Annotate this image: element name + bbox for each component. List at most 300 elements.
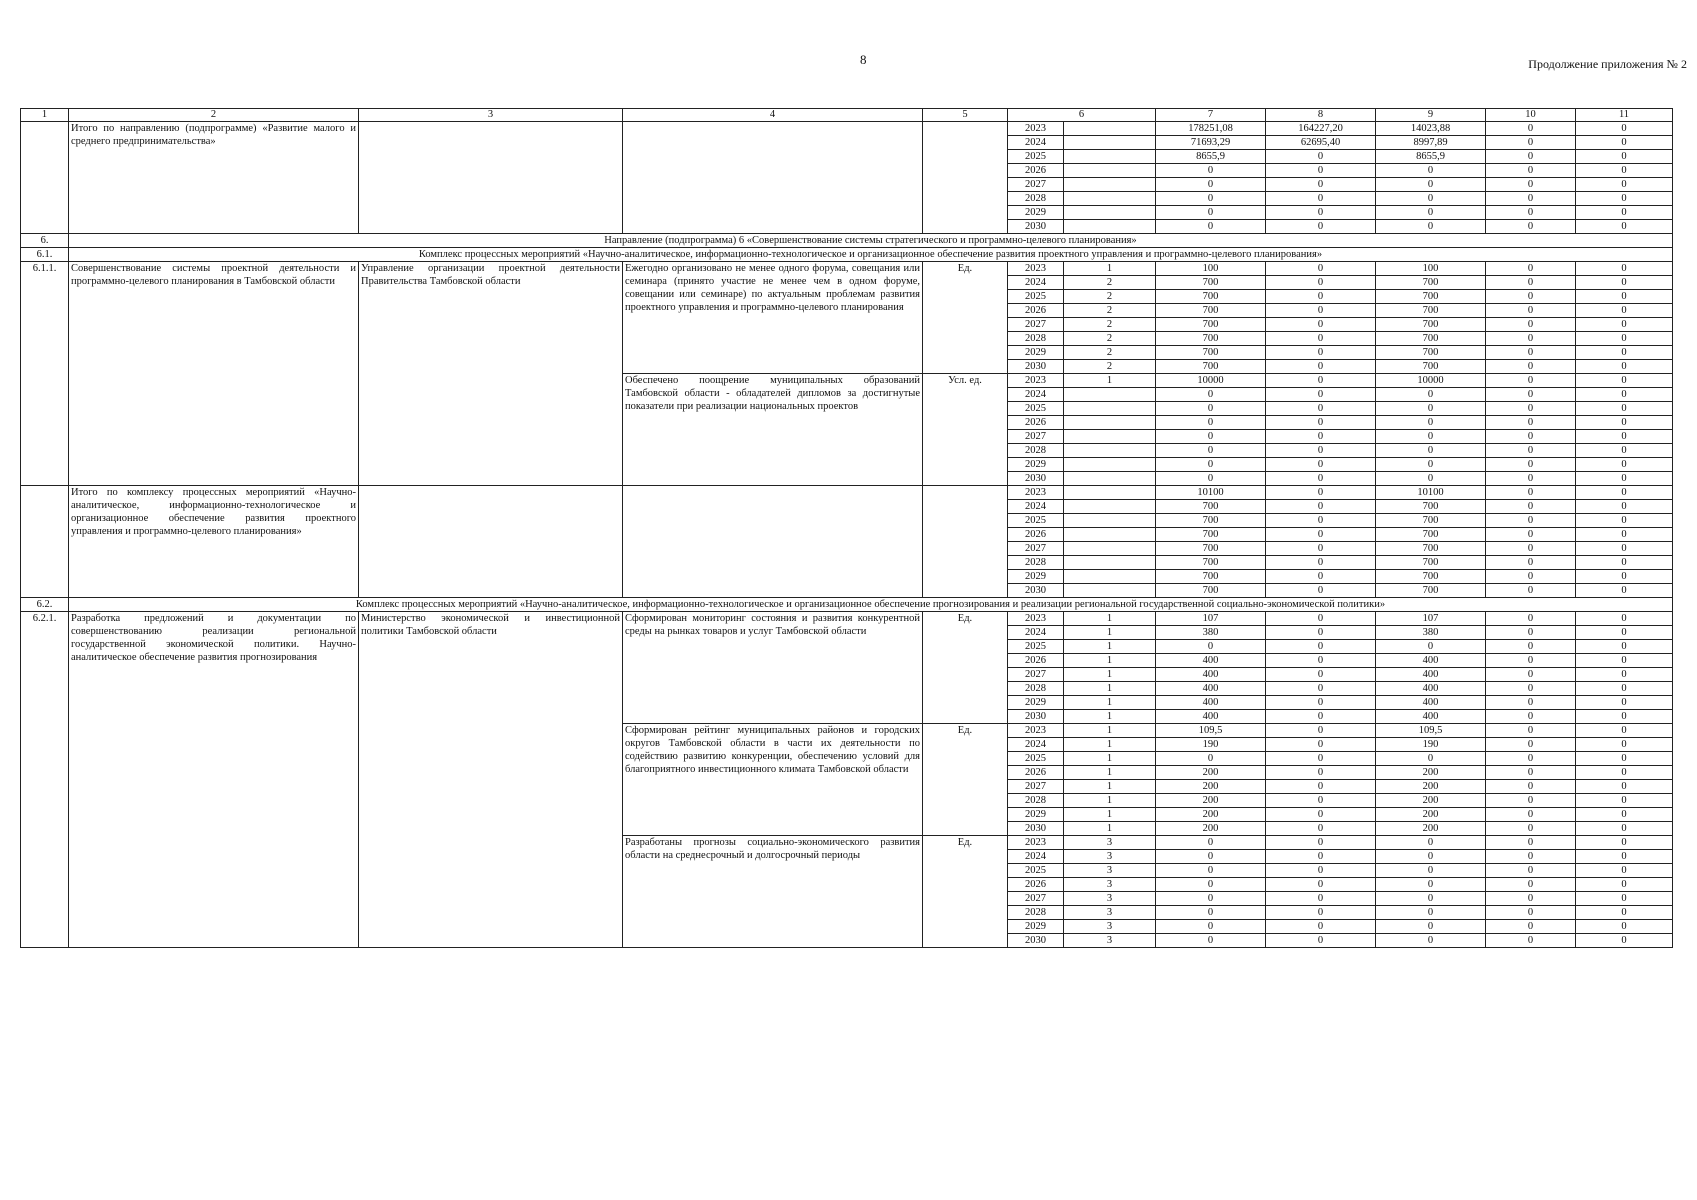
federal-funding: 0 (1266, 780, 1376, 794)
federal-funding: 0 (1266, 332, 1376, 346)
federal-funding: 0 (1266, 262, 1376, 276)
regional-funding: 0 (1376, 192, 1486, 206)
col-header-11: 11 (1576, 109, 1673, 122)
local-funding: 0 (1486, 500, 1576, 514)
local-funding: 0 (1486, 780, 1576, 794)
col-header-6: 6 (1008, 109, 1156, 122)
indicator-value: 2 (1064, 346, 1156, 360)
federal-funding: 0 (1266, 388, 1376, 402)
indicator-value: 1 (1064, 780, 1156, 794)
local-funding: 0 (1486, 570, 1576, 584)
local-funding: 0 (1486, 794, 1576, 808)
year: 2023 (1008, 262, 1064, 276)
other-funding: 0 (1576, 892, 1673, 906)
federal-funding: 0 (1266, 458, 1376, 472)
regional-funding: 0 (1376, 178, 1486, 192)
total-funding: 10000 (1156, 374, 1266, 388)
indicator-value: 2 (1064, 276, 1156, 290)
section-title: Комплекс процессных мероприятий «Научно-аналитическое, информационно-технологическое и организационное обеспечение прогнозирования и реализации региональной государственной социально-экономической политики» (69, 598, 1673, 612)
local-funding: 0 (1486, 192, 1576, 206)
federal-funding: 0 (1266, 822, 1376, 836)
local-funding: 0 (1486, 556, 1576, 570)
federal-funding: 0 (1266, 514, 1376, 528)
regional-funding: 400 (1376, 696, 1486, 710)
local-funding: 0 (1486, 850, 1576, 864)
item-executor: Управление организации проектной деятельности Правительства Тамбовской области (359, 262, 623, 486)
local-funding: 0 (1486, 584, 1576, 598)
federal-funding: 0 (1266, 668, 1376, 682)
federal-funding: 0 (1266, 696, 1376, 710)
year: 2030 (1008, 710, 1064, 724)
total-funding: 0 (1156, 892, 1266, 906)
regional-funding: 380 (1376, 626, 1486, 640)
indicator-value: 2 (1064, 290, 1156, 304)
other-funding: 0 (1576, 178, 1673, 192)
indicator-value: 1 (1064, 794, 1156, 808)
local-funding: 0 (1486, 906, 1576, 920)
other-funding: 0 (1576, 458, 1673, 472)
local-funding: 0 (1486, 304, 1576, 318)
regional-funding: 100 (1376, 262, 1486, 276)
other-funding: 0 (1576, 612, 1673, 626)
regional-funding: 700 (1376, 556, 1486, 570)
regional-funding: 0 (1376, 850, 1486, 864)
regional-funding: 400 (1376, 682, 1486, 696)
regional-funding: 400 (1376, 654, 1486, 668)
local-funding: 0 (1486, 374, 1576, 388)
total-funding: 0 (1156, 206, 1266, 220)
local-funding: 0 (1486, 514, 1576, 528)
indicator-value (1064, 556, 1156, 570)
table-row (21, 262, 1673, 276)
federal-funding: 0 (1266, 724, 1376, 738)
year: 2028 (1008, 444, 1064, 458)
local-funding: 0 (1486, 808, 1576, 822)
indicator-value (1064, 136, 1156, 150)
program-table (20, 108, 1673, 948)
total-funding: 700 (1156, 332, 1266, 346)
regional-funding: 400 (1376, 710, 1486, 724)
other-funding: 0 (1576, 220, 1673, 234)
other-funding: 0 (1576, 668, 1673, 682)
local-funding: 0 (1486, 822, 1576, 836)
local-funding: 0 (1486, 346, 1576, 360)
regional-funding: 8997,89 (1376, 136, 1486, 150)
regional-funding: 400 (1376, 668, 1486, 682)
item-executor (359, 122, 623, 234)
year: 2024 (1008, 388, 1064, 402)
regional-funding: 200 (1376, 766, 1486, 780)
indicator-value: 1 (1064, 374, 1156, 388)
year: 2028 (1008, 192, 1064, 206)
regional-funding: 10100 (1376, 486, 1486, 500)
other-funding: 0 (1576, 710, 1673, 724)
regional-funding: 700 (1376, 514, 1486, 528)
total-funding: 0 (1156, 416, 1266, 430)
total-funding: 200 (1156, 780, 1266, 794)
year: 2026 (1008, 766, 1064, 780)
other-funding: 0 (1576, 444, 1673, 458)
regional-funding: 200 (1376, 808, 1486, 822)
other-funding: 0 (1576, 150, 1673, 164)
table-body (21, 122, 1673, 948)
indicator-value (1064, 444, 1156, 458)
col-header-8: 8 (1266, 109, 1376, 122)
regional-funding: 0 (1376, 878, 1486, 892)
other-funding: 0 (1576, 640, 1673, 654)
total-funding: 700 (1156, 304, 1266, 318)
col-header-10: 10 (1486, 109, 1576, 122)
total-funding: 0 (1156, 164, 1266, 178)
total-funding: 0 (1156, 220, 1266, 234)
other-funding: 0 (1576, 906, 1673, 920)
total-funding: 400 (1156, 668, 1266, 682)
total-funding: 10100 (1156, 486, 1266, 500)
federal-funding: 0 (1266, 402, 1376, 416)
other-funding: 0 (1576, 696, 1673, 710)
item-number: 6.1.1. (21, 262, 69, 486)
year: 2028 (1008, 556, 1064, 570)
other-funding: 0 (1576, 780, 1673, 794)
total-funding: 8655,9 (1156, 150, 1266, 164)
total-funding: 700 (1156, 528, 1266, 542)
year: 2027 (1008, 780, 1064, 794)
indicator-value (1064, 122, 1156, 136)
local-funding: 0 (1486, 836, 1576, 850)
total-funding: 178251,08 (1156, 122, 1266, 136)
local-funding: 0 (1486, 766, 1576, 780)
result-description: Ежегодно организовано не менее одного форума, совещания или семинара (принято участие не менее чем в одном форуме, совещании или семинаре) по актуальным проблемам развития проектного управления и программно-целевого планирования (623, 262, 923, 374)
indicator-value (1064, 192, 1156, 206)
regional-funding: 0 (1376, 164, 1486, 178)
regional-funding: 700 (1376, 360, 1486, 374)
unit-of-measure: Ед. (923, 612, 1008, 724)
federal-funding: 0 (1266, 808, 1376, 822)
indicator-value: 2 (1064, 318, 1156, 332)
year: 2030 (1008, 822, 1064, 836)
federal-funding: 0 (1266, 192, 1376, 206)
total-funding: 109,5 (1156, 724, 1266, 738)
local-funding: 0 (1486, 612, 1576, 626)
federal-funding: 0 (1266, 360, 1376, 374)
total-funding: 400 (1156, 654, 1266, 668)
other-funding: 0 (1576, 500, 1673, 514)
total-funding: 700 (1156, 514, 1266, 528)
total-funding: 200 (1156, 766, 1266, 780)
page-number: 8 (860, 52, 867, 67)
year: 2024 (1008, 738, 1064, 752)
regional-funding: 0 (1376, 458, 1486, 472)
result-description: Обеспечено поощрение муниципальных образований Тамбовской области - обладателей дипломов за достигнутые показатели при реализации национальных проектов (623, 374, 923, 486)
federal-funding: 0 (1266, 444, 1376, 458)
year: 2023 (1008, 486, 1064, 500)
unit-of-measure: Ед. (923, 836, 1008, 948)
year: 2029 (1008, 808, 1064, 822)
regional-funding: 700 (1376, 290, 1486, 304)
local-funding: 0 (1486, 472, 1576, 486)
total-funding: 0 (1156, 192, 1266, 206)
total-funding: 0 (1156, 458, 1266, 472)
year: 2028 (1008, 682, 1064, 696)
local-funding: 0 (1486, 752, 1576, 766)
indicator-value (1064, 458, 1156, 472)
local-funding: 0 (1486, 206, 1576, 220)
federal-funding: 0 (1266, 178, 1376, 192)
other-funding: 0 (1576, 878, 1673, 892)
indicator-value (1064, 220, 1156, 234)
indicator-value (1064, 570, 1156, 584)
federal-funding: 0 (1266, 640, 1376, 654)
total-funding: 700 (1156, 318, 1266, 332)
federal-funding: 0 (1266, 752, 1376, 766)
item-number: 6.2.1. (21, 612, 69, 948)
year: 2024 (1008, 850, 1064, 864)
regional-funding: 200 (1376, 780, 1486, 794)
indicator-value: 3 (1064, 864, 1156, 878)
indicator-value: 1 (1064, 612, 1156, 626)
year: 2025 (1008, 752, 1064, 766)
total-funding: 71693,29 (1156, 136, 1266, 150)
indicator-value (1064, 542, 1156, 556)
other-funding: 0 (1576, 402, 1673, 416)
col-header-5: 5 (923, 109, 1008, 122)
item-executor: Министерство экономической и инвестиционной политики Тамбовской области (359, 612, 623, 948)
local-funding: 0 (1486, 864, 1576, 878)
federal-funding: 0 (1266, 500, 1376, 514)
col-header-2: 2 (69, 109, 359, 122)
federal-funding: 0 (1266, 290, 1376, 304)
indicator-value: 1 (1064, 654, 1156, 668)
local-funding: 0 (1486, 710, 1576, 724)
year: 2030 (1008, 220, 1064, 234)
federal-funding: 0 (1266, 570, 1376, 584)
regional-funding: 700 (1376, 346, 1486, 360)
regional-funding: 0 (1376, 444, 1486, 458)
local-funding: 0 (1486, 388, 1576, 402)
indicator-value: 1 (1064, 640, 1156, 654)
federal-funding: 0 (1266, 920, 1376, 934)
regional-funding: 200 (1376, 794, 1486, 808)
other-funding: 0 (1576, 164, 1673, 178)
local-funding: 0 (1486, 444, 1576, 458)
indicator-value (1064, 416, 1156, 430)
regional-funding: 10000 (1376, 374, 1486, 388)
other-funding: 0 (1576, 290, 1673, 304)
total-funding: 400 (1156, 710, 1266, 724)
local-funding: 0 (1486, 542, 1576, 556)
total-funding: 700 (1156, 542, 1266, 556)
year: 2030 (1008, 472, 1064, 486)
federal-funding: 0 (1266, 850, 1376, 864)
total-funding: 700 (1156, 500, 1266, 514)
regional-funding: 700 (1376, 500, 1486, 514)
total-funding: 700 (1156, 556, 1266, 570)
federal-funding: 0 (1266, 766, 1376, 780)
total-funding: 200 (1156, 822, 1266, 836)
item-name: Разработка предложений и документации по совершенствованию реализации региональной государственной экономической политики. Научно-аналитическое обеспечение развития прогнозирования (69, 612, 359, 948)
federal-funding: 0 (1266, 864, 1376, 878)
federal-funding: 0 (1266, 318, 1376, 332)
item-number (21, 486, 69, 598)
indicator-value (1064, 178, 1156, 192)
regional-funding: 700 (1376, 318, 1486, 332)
year: 2026 (1008, 878, 1064, 892)
total-funding: 0 (1156, 402, 1266, 416)
table-row (21, 612, 1673, 626)
regional-funding: 700 (1376, 276, 1486, 290)
total-funding: 107 (1156, 612, 1266, 626)
year: 2026 (1008, 164, 1064, 178)
year: 2025 (1008, 402, 1064, 416)
federal-funding: 0 (1266, 738, 1376, 752)
year: 2029 (1008, 206, 1064, 220)
year: 2023 (1008, 122, 1064, 136)
total-funding: 0 (1156, 864, 1266, 878)
federal-funding: 0 (1266, 654, 1376, 668)
other-funding: 0 (1576, 794, 1673, 808)
federal-funding: 0 (1266, 528, 1376, 542)
year: 2026 (1008, 528, 1064, 542)
regional-funding: 0 (1376, 416, 1486, 430)
col-header-4: 4 (623, 109, 923, 122)
year: 2023 (1008, 374, 1064, 388)
indicator-value: 2 (1064, 360, 1156, 374)
other-funding: 0 (1576, 192, 1673, 206)
total-funding: 200 (1156, 808, 1266, 822)
federal-funding: 0 (1266, 612, 1376, 626)
other-funding: 0 (1576, 556, 1673, 570)
total-funding: 0 (1156, 934, 1266, 948)
local-funding: 0 (1486, 682, 1576, 696)
indicator-value: 3 (1064, 892, 1156, 906)
year: 2026 (1008, 304, 1064, 318)
local-funding: 0 (1486, 276, 1576, 290)
other-funding: 0 (1576, 836, 1673, 850)
col-header-9: 9 (1376, 109, 1486, 122)
regional-funding: 109,5 (1376, 724, 1486, 738)
year: 2029 (1008, 458, 1064, 472)
regional-funding: 0 (1376, 864, 1486, 878)
regional-funding: 8655,9 (1376, 150, 1486, 164)
local-funding: 0 (1486, 332, 1576, 346)
federal-funding: 0 (1266, 934, 1376, 948)
unit-of-measure: Усл. ед. (923, 374, 1008, 486)
other-funding: 0 (1576, 262, 1673, 276)
local-funding: 0 (1486, 178, 1576, 192)
federal-funding: 0 (1266, 794, 1376, 808)
year: 2029 (1008, 696, 1064, 710)
regional-funding: 0 (1376, 472, 1486, 486)
other-funding: 0 (1576, 934, 1673, 948)
total-funding: 190 (1156, 738, 1266, 752)
year: 2024 (1008, 136, 1064, 150)
total-funding: 0 (1156, 430, 1266, 444)
other-funding: 0 (1576, 570, 1673, 584)
indicator-value: 1 (1064, 668, 1156, 682)
other-funding: 0 (1576, 738, 1673, 752)
total-funding: 0 (1156, 640, 1266, 654)
table-row (21, 122, 1673, 136)
regional-funding: 190 (1376, 738, 1486, 752)
other-funding: 0 (1576, 206, 1673, 220)
local-funding: 0 (1486, 262, 1576, 276)
col-header-3: 3 (359, 109, 623, 122)
indicator-value: 1 (1064, 710, 1156, 724)
local-funding: 0 (1486, 640, 1576, 654)
section-title: Комплекс процессных мероприятий «Научно-аналитическое, информационно-технологическое и организационное обеспечение развития проектного управления и программно-целевого планирования» (69, 248, 1673, 262)
result-description (623, 486, 923, 598)
indicator-value: 1 (1064, 626, 1156, 640)
unit-of-measure (923, 122, 1008, 234)
total-funding: 700 (1156, 360, 1266, 374)
federal-funding: 0 (1266, 878, 1376, 892)
local-funding: 0 (1486, 626, 1576, 640)
federal-funding: 0 (1266, 374, 1376, 388)
table-row (21, 486, 1673, 500)
indicator-value (1064, 500, 1156, 514)
federal-funding: 0 (1266, 892, 1376, 906)
year: 2025 (1008, 864, 1064, 878)
year: 2025 (1008, 640, 1064, 654)
year: 2027 (1008, 178, 1064, 192)
item-name: Итого по направлению (подпрограмме) «Развитие малого и среднего предпринимательства» (69, 122, 359, 234)
federal-funding: 0 (1266, 542, 1376, 556)
federal-funding: 0 (1266, 304, 1376, 318)
indicator-value: 3 (1064, 934, 1156, 948)
year: 2027 (1008, 892, 1064, 906)
year: 2023 (1008, 724, 1064, 738)
local-funding: 0 (1486, 934, 1576, 948)
other-funding: 0 (1576, 416, 1673, 430)
indicator-value: 1 (1064, 752, 1156, 766)
local-funding: 0 (1486, 430, 1576, 444)
indicator-value (1064, 472, 1156, 486)
year: 2027 (1008, 318, 1064, 332)
local-funding: 0 (1486, 668, 1576, 682)
section-number: 6. (21, 234, 69, 248)
federal-funding: 0 (1266, 710, 1376, 724)
regional-funding: 0 (1376, 892, 1486, 906)
year: 2029 (1008, 920, 1064, 934)
federal-funding: 0 (1266, 416, 1376, 430)
result-description: Сформирован рейтинг муниципальных районов и городских округов Тамбовской области в части их деятельности по содействию развитию конкуренции, обеспечению условий для благоприятного инвестиционного климата Тамбовской области (623, 724, 923, 836)
indicator-value: 1 (1064, 822, 1156, 836)
local-funding: 0 (1486, 290, 1576, 304)
other-funding: 0 (1576, 542, 1673, 556)
federal-funding: 0 (1266, 626, 1376, 640)
total-funding: 0 (1156, 444, 1266, 458)
local-funding: 0 (1486, 920, 1576, 934)
indicator-value: 3 (1064, 920, 1156, 934)
indicator-value (1064, 430, 1156, 444)
indicator-value (1064, 584, 1156, 598)
indicator-value: 2 (1064, 332, 1156, 346)
local-funding: 0 (1486, 458, 1576, 472)
indicator-value (1064, 206, 1156, 220)
indicator-value: 1 (1064, 738, 1156, 752)
local-funding: 0 (1486, 136, 1576, 150)
year: 2029 (1008, 346, 1064, 360)
year: 2027 (1008, 542, 1064, 556)
total-funding: 380 (1156, 626, 1266, 640)
federal-funding: 0 (1266, 150, 1376, 164)
local-funding: 0 (1486, 402, 1576, 416)
section-number: 6.1. (21, 248, 69, 262)
total-funding: 0 (1156, 906, 1266, 920)
regional-funding: 0 (1376, 206, 1486, 220)
indicator-value: 3 (1064, 836, 1156, 850)
year: 2027 (1008, 668, 1064, 682)
